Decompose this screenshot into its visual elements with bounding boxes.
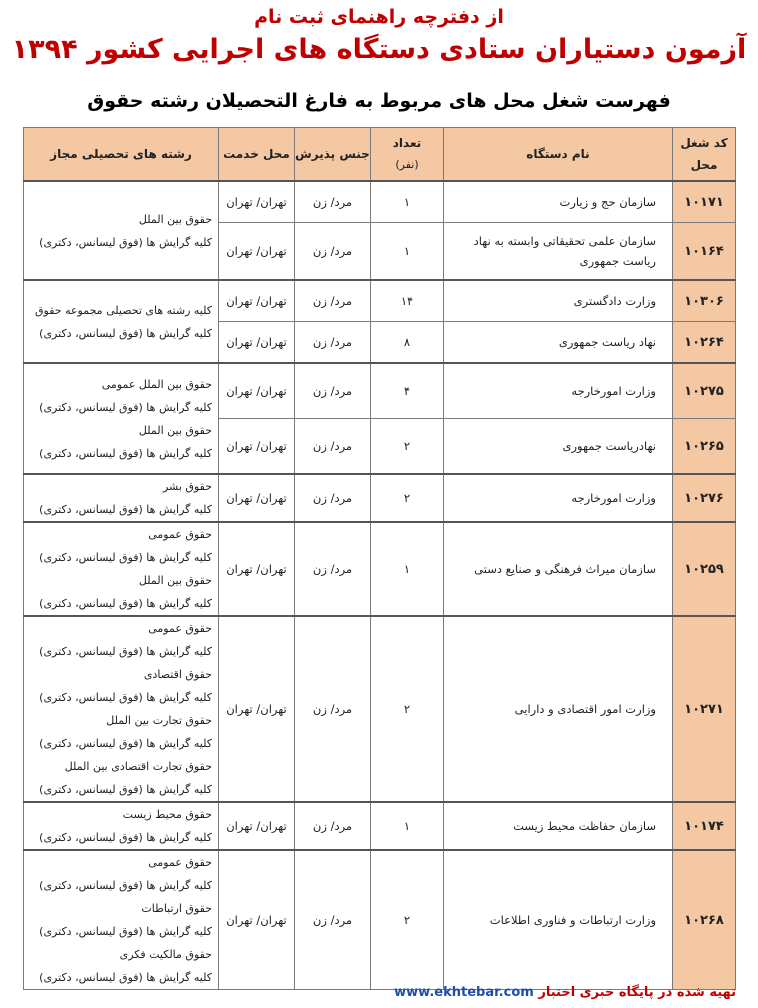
allowed-field-line: کلیه گرایش ها (فوق لیسانس، دکتری)	[39, 235, 212, 249]
cell-org: وزارت ارتباطات و فناوری اطلاعات	[444, 850, 673, 990]
cell-org: نهادریاست جمهوری	[444, 419, 673, 475]
allowed-field-line: کلیه گرایش ها (فوق لیسانس، دکتری)	[39, 597, 212, 610]
cell-org: سازمان حج و زیارت	[444, 181, 673, 223]
cell-fields	[24, 474, 219, 522]
allowed-field-line: کلیه گرایش ها (فوق لیسانس، دکتری)	[39, 645, 212, 658]
allowed-field-line: کلیه گرایش ها (فوق لیسانس، دکتری)	[39, 446, 212, 460]
allowed-field-line: کلیه گرایش ها (فوق لیسانس، دکتری)	[39, 326, 212, 340]
header-count-unit: (نفر)	[395, 158, 419, 171]
allowed-field-line: حقوق بین الملل	[138, 423, 212, 437]
cell-fields	[24, 280, 219, 363]
table-row	[24, 474, 736, 522]
cell-org: نهاد ریاست جمهوری	[444, 322, 673, 364]
job-locations-table	[23, 127, 736, 990]
header-org: نام دستگاه	[444, 128, 673, 182]
table-row	[24, 850, 736, 990]
header-fields: رشته های تحصیلی مجاز	[24, 128, 219, 182]
header-count	[371, 128, 444, 182]
allowed-field-line: کلیه گرایش ها (فوق لیسانس، دکتری)	[39, 925, 212, 938]
header-code: کد شغل محل	[673, 128, 736, 182]
cell-org: وزارت امور اقتصادی و دارایی	[444, 616, 673, 802]
cell-count: ۱	[371, 223, 444, 281]
allowed-field-line: کلیه گرایش ها (فوق لیسانس، دکتری)	[39, 400, 212, 414]
allowed-field-line: کلیه گرایش ها (فوق لیسانس، دکتری)	[39, 551, 212, 564]
allowed-field-line: کلیه رشته های تحصیلی مجموعه حقوق	[35, 303, 212, 317]
allowed-field-line: کلیه گرایش ها (فوق لیسانس، دکتری)	[39, 503, 212, 516]
cell-fields	[24, 802, 219, 850]
allowed-field-line: حقوق تجارت اقتصادی بین الملل	[64, 760, 212, 773]
cell-location: تهران/ تهران	[219, 616, 295, 802]
cell-gender: مرد/ زن	[295, 522, 371, 616]
cell-fields	[24, 616, 219, 802]
cell-location: تهران/ تهران	[219, 802, 295, 850]
header-gender: جنس پذیرش	[295, 128, 371, 182]
cell-count: ۴	[371, 363, 444, 419]
table-row	[24, 181, 736, 223]
table-row	[24, 363, 736, 419]
cell-count: ۱	[371, 522, 444, 616]
table-caption: فهرست شغل محل های مربوط به فارغ التحصیلان رشته حقوق	[87, 90, 671, 112]
cell-location: تهران/ تهران	[219, 363, 295, 419]
cell-location: تهران/ تهران	[219, 850, 295, 990]
cell-fields	[24, 522, 219, 616]
cell-location: تهران/ تهران	[219, 280, 295, 322]
allowed-field-line: حقوق محیط زیست	[122, 808, 212, 821]
cell-gender: مرد/ زن	[295, 363, 371, 419]
cell-code: ۱۰۲۷۶	[673, 474, 736, 522]
cell-gender: مرد/ زن	[295, 181, 371, 223]
cell-count: ۱۴	[371, 280, 444, 322]
allowed-field-line: حقوق مالکیت فکری	[119, 948, 212, 961]
cell-code: ۱۰۳۰۶	[673, 280, 736, 322]
allowed-field-line: حقوق بین الملل عمومی	[101, 377, 212, 391]
footer-url[interactable]: www.ekhtebar.com	[394, 985, 534, 1000]
allowed-field-line: کلیه گرایش ها (فوق لیسانس، دکتری)	[39, 971, 212, 984]
allowed-field-line: کلیه گرایش ها (فوق لیسانس، دکتری)	[39, 691, 212, 704]
cell-count: ۲	[371, 850, 444, 990]
allowed-field-line: کلیه گرایش ها (فوق لیسانس، دکتری)	[39, 879, 212, 892]
cell-location: تهران/ تهران	[219, 419, 295, 475]
cell-count: ۲	[371, 419, 444, 475]
allowed-field-line: حقوق عمومی	[148, 856, 212, 869]
cell-gender: مرد/ زن	[295, 616, 371, 802]
table-row	[24, 522, 736, 616]
cell-location: تهران/ تهران	[219, 181, 295, 223]
cell-code: ۱۰۲۵۹	[673, 522, 736, 616]
table-row	[24, 616, 736, 802]
subtitle-source: از دفترچه راهنمای ثبت نام	[254, 6, 504, 28]
allowed-field-line: کلیه گرایش ها (فوق لیسانس، دکتری)	[39, 831, 212, 844]
cell-count: ۲	[371, 616, 444, 802]
cell-gender: مرد/ زن	[295, 223, 371, 281]
page-title: آزمون دستیاران ستادی دستگاه های اجرایی کشور ۱۳۹۴	[11, 34, 747, 65]
cell-gender: مرد/ زن	[295, 322, 371, 364]
header-location: محل خدمت	[219, 128, 295, 182]
table-row	[24, 802, 736, 850]
allowed-field-line: حقوق عمومی	[148, 528, 212, 541]
header-count-label: تعداد	[392, 136, 422, 150]
cell-org: وزارت امورخارجه	[444, 363, 673, 419]
cell-gender: مرد/ زن	[295, 419, 371, 475]
footer-text: تهیه شده در پایگاه خبری اختبار	[538, 985, 736, 1000]
table-body	[24, 181, 736, 990]
allowed-field-line: حقوق بشر	[162, 480, 212, 493]
cell-fields	[24, 181, 219, 280]
cell-count: ۸	[371, 322, 444, 364]
cell-location: تهران/ تهران	[219, 474, 295, 522]
allowed-field-line: حقوق بین الملل	[138, 212, 212, 226]
cell-gender: مرد/ زن	[295, 850, 371, 990]
cell-code: ۱۰۲۶۸	[673, 850, 736, 990]
cell-location: تهران/ تهران	[219, 522, 295, 616]
cell-gender: مرد/ زن	[295, 280, 371, 322]
cell-gender: مرد/ زن	[295, 802, 371, 850]
cell-org: وزارت امورخارجه	[444, 474, 673, 522]
allowed-field-line: کلیه گرایش ها (فوق لیسانس، دکتری)	[39, 783, 212, 796]
allowed-field-line: حقوق تجارت بین الملل	[106, 714, 212, 727]
cell-count: ۲	[371, 474, 444, 522]
cell-code: ۱۰۲۷۱	[673, 616, 736, 802]
cell-code: ۱۰۲۶۵	[673, 419, 736, 475]
cell-code: ۱۰۲۷۵	[673, 363, 736, 419]
cell-org: وزارت دادگستری	[444, 280, 673, 322]
cell-fields	[24, 850, 219, 990]
allowed-field-line: حقوق ارتباطات	[141, 902, 212, 915]
cell-code: ۱۰۱۷۱	[673, 181, 736, 223]
allowed-field-line: حقوق بین الملل	[138, 574, 212, 587]
cell-count: ۱	[371, 802, 444, 850]
cell-code: ۱۰۱۷۴	[673, 802, 736, 850]
allowed-field-line: کلیه گرایش ها (فوق لیسانس، دکتری)	[39, 737, 212, 750]
cell-location: تهران/ تهران	[219, 223, 295, 281]
cell-location: تهران/ تهران	[219, 322, 295, 364]
cell-org: سازمان علمی تحقیقاتی وابسته به نهاد ریاست جمهوری	[444, 223, 673, 281]
cell-org: سازمان حفاظت محیط زیست	[444, 802, 673, 850]
cell-gender: مرد/ زن	[295, 474, 371, 522]
table-header-row	[24, 128, 736, 182]
cell-code: ۱۰۲۶۴	[673, 322, 736, 364]
table-row	[24, 280, 736, 322]
allowed-field-line: حقوق عمومی	[148, 622, 212, 635]
cell-code: ۱۰۱۶۴	[673, 223, 736, 281]
allowed-field-line: حقوق اقتصادی	[143, 668, 212, 681]
cell-org: سازمان میراث فرهنگی و صنایع دستی	[444, 522, 673, 616]
cell-count: ۱	[371, 181, 444, 223]
cell-fields	[24, 363, 219, 474]
footer-credit	[394, 985, 736, 1000]
